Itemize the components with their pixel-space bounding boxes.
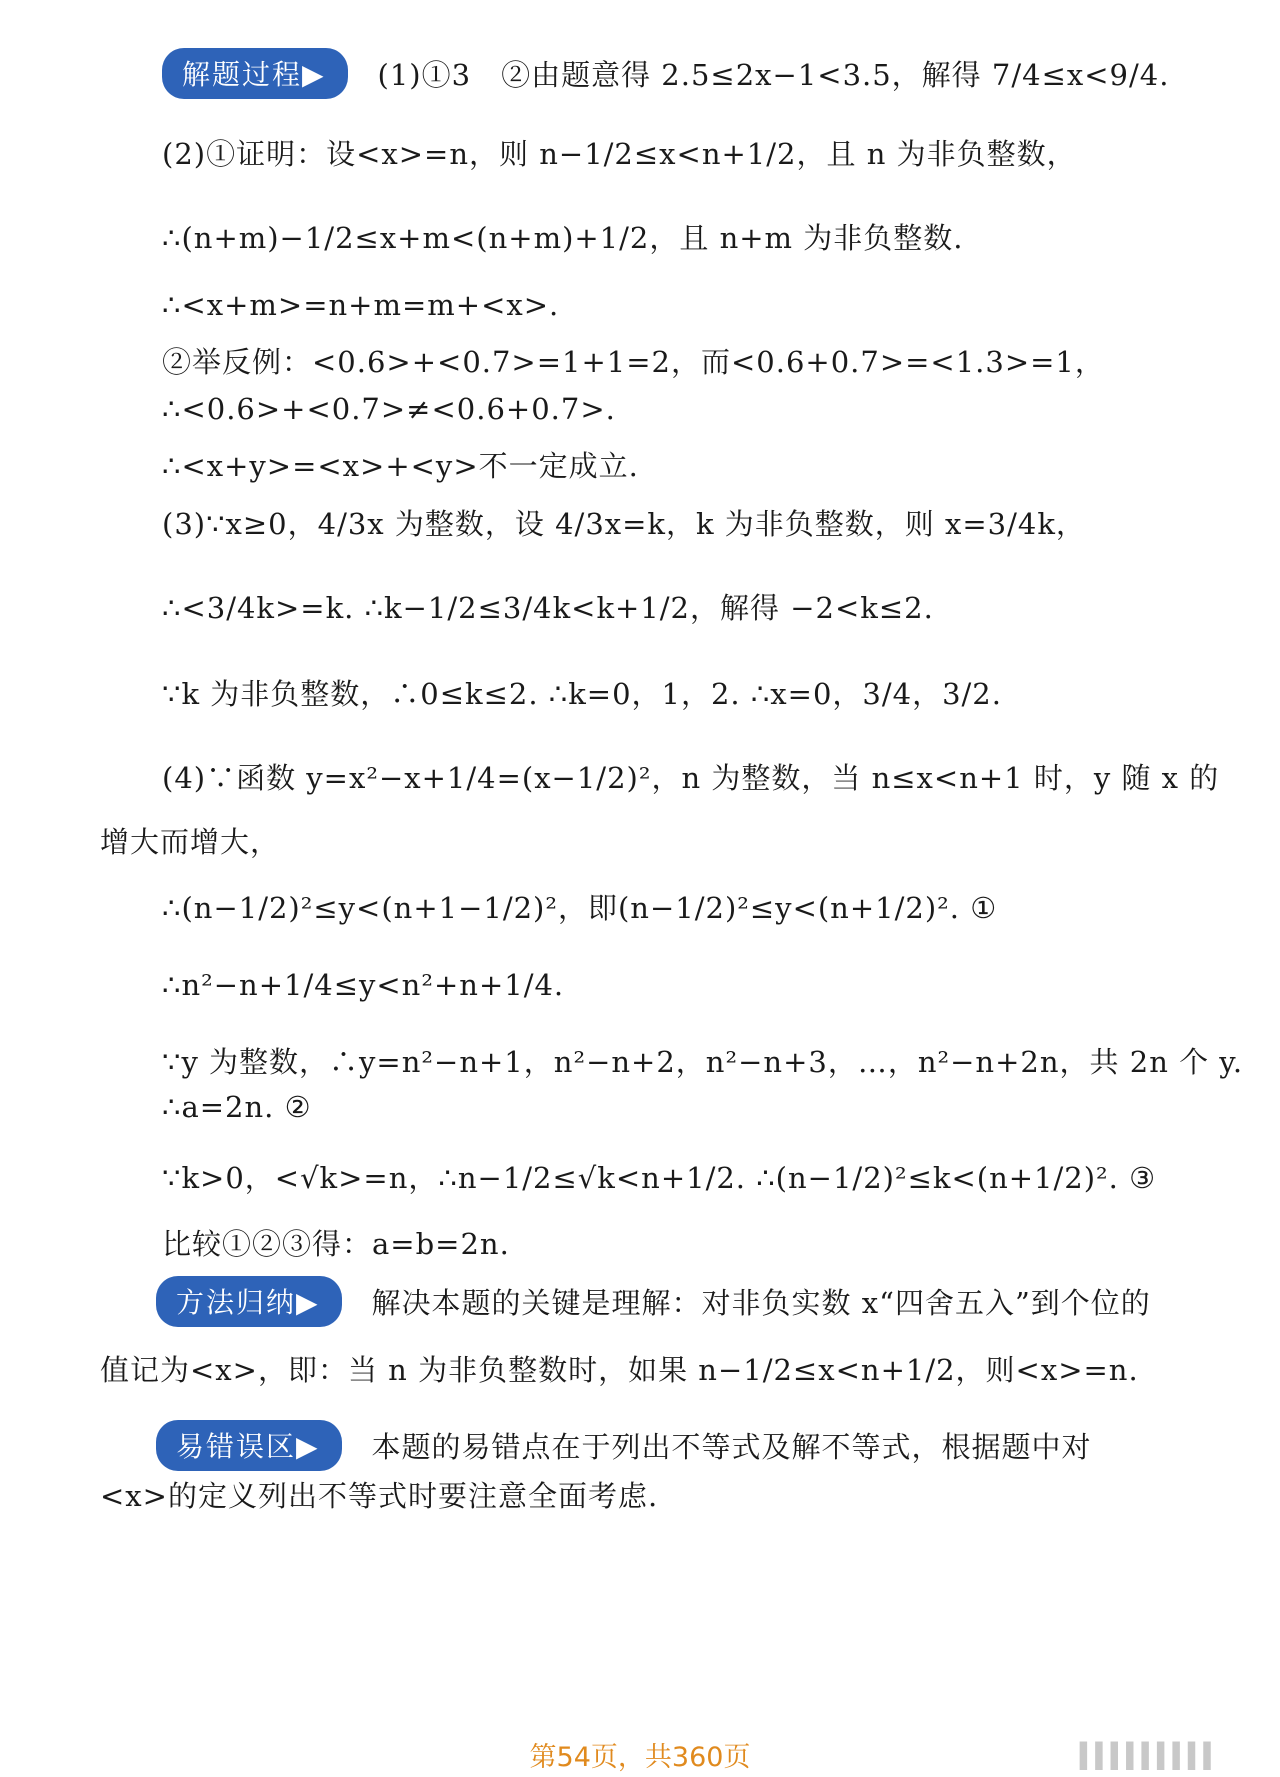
solution-line-11 <box>162 756 1219 797</box>
solution-line-17 <box>162 1156 1156 1197</box>
solution-line-7 <box>162 444 639 485</box>
solution-process-label: 解题过程▶ <box>162 48 348 99</box>
error-line-1 <box>156 1420 1092 1471</box>
solution-text: (2)①证明：设<x>=n，则 n−1/2≤x<n+1/2，且 n 为非负整数， <box>162 137 1077 171</box>
error-zone-label: 易错误区▶ <box>156 1420 342 1471</box>
method-line-2 <box>100 1348 1139 1389</box>
watermark-bars: ▌▌▌▌▌▌▌▌▌ <box>1080 1742 1220 1770</box>
solution-line-2 <box>162 132 1077 173</box>
solution-line-5 <box>162 340 1105 381</box>
solution-line-15 <box>162 1040 1243 1081</box>
solution-line-3 <box>162 216 963 257</box>
solution-text: ∴<3/4k>=k. ∴k−1/2≤3/4k<k+1/2，解得 −2<k≤2. <box>162 591 934 625</box>
solution-text: ∴<0.6>+<0.7>≠<0.6+0.7>. <box>162 392 616 426</box>
solution-line-10 <box>162 672 1002 713</box>
solution-text: (4)∵函数 y=x²−x+1/4=(x−1/2)²，n 为整数，当 n≤x<n+1 时，y 随 x 的 <box>162 761 1220 795</box>
solution-text: ∴<x+m>=n+m=m+<x>. <box>162 288 560 322</box>
solution-line-14 <box>162 968 564 1002</box>
error-line-2 <box>100 1474 658 1515</box>
solution-line-18 <box>162 1222 510 1263</box>
solution-text: 比较①②③得：a=b=2n. <box>162 1227 510 1261</box>
solution-line-8 <box>162 502 1086 543</box>
solution-text: ∴(n+m)−1/2≤x+m<(n+m)+1/2，且 n+m 为非负整数. <box>162 221 964 255</box>
solution-text: ②举反例：<0.6>+<0.7>=1+1=2，而<0.6+0.7>=<1.3>=1， <box>162 345 1105 379</box>
method-line-1 <box>156 1276 1151 1327</box>
solution-text: (3)∵x≥0，4/3x 为整数，设 4/3x=k，k 为非负整数，则 x=3/4k， <box>162 507 1086 541</box>
solution-text: ∴n²−n+1/4≤y<n²+n+1/4. <box>162 968 565 1002</box>
solution-line-16 <box>162 1090 312 1124</box>
solution-text: ∵y 为整数，∴y=n²−n+1，n²−n+2，n²−n+3，…，n²−n+2n，共 2n 个 y. <box>162 1045 1244 1079</box>
solution-line-4 <box>162 288 559 322</box>
solution-text: ∴a=2n. ② <box>162 1090 312 1124</box>
solution-line-13 <box>162 886 997 927</box>
solution-text: ∵k 为非负整数，∴0≤k≤2. ∴k=0，1，2. ∴x=0，3/4，3/2. <box>162 677 1002 711</box>
solution-text: ∵k>0，<√k>=n，∴n−1/2≤√k<n+1/2. ∴(n−1/2)²≤k<(n+1/2)². ③ <box>162 1161 1157 1195</box>
page-number: 第54页，共360页 <box>529 1742 751 1773</box>
solution-text: ∴<x+y>=<x>+<y>不一定成立. <box>162 449 639 483</box>
solution-line-12 <box>100 820 280 861</box>
solution-line-6 <box>162 392 616 426</box>
solution-text: (1)①3 ②由题意得 2.5≤2x−1<3.5，解得 7/4≤x<9/4. <box>377 58 1170 92</box>
error-text: <x>的定义列出不等式时要注意全面考虑. <box>100 1479 659 1513</box>
solution-text: 增大而增大， <box>100 825 281 859</box>
solution-text: ∴(n−1/2)²≤y<(n+1−1/2)²，即(n−1/2)²≤y<(n+1/2)². ① <box>162 891 998 925</box>
solution-line-1 <box>162 48 1169 99</box>
solution-line-9 <box>162 586 934 627</box>
method-text: 解决本题的关键是理解：对非负实数 x“四舍五入”到个位的 <box>371 1286 1151 1320</box>
method-summary-label: 方法归纳▶ <box>156 1276 342 1327</box>
method-text: 值记为<x>，即：当 n 为非负整数时，如果 n−1/2≤x<n+1/2，则<x>=n. <box>100 1353 1139 1387</box>
error-text: 本题的易错点在于列出不等式及解不等式，根据题中对 <box>371 1430 1092 1464</box>
